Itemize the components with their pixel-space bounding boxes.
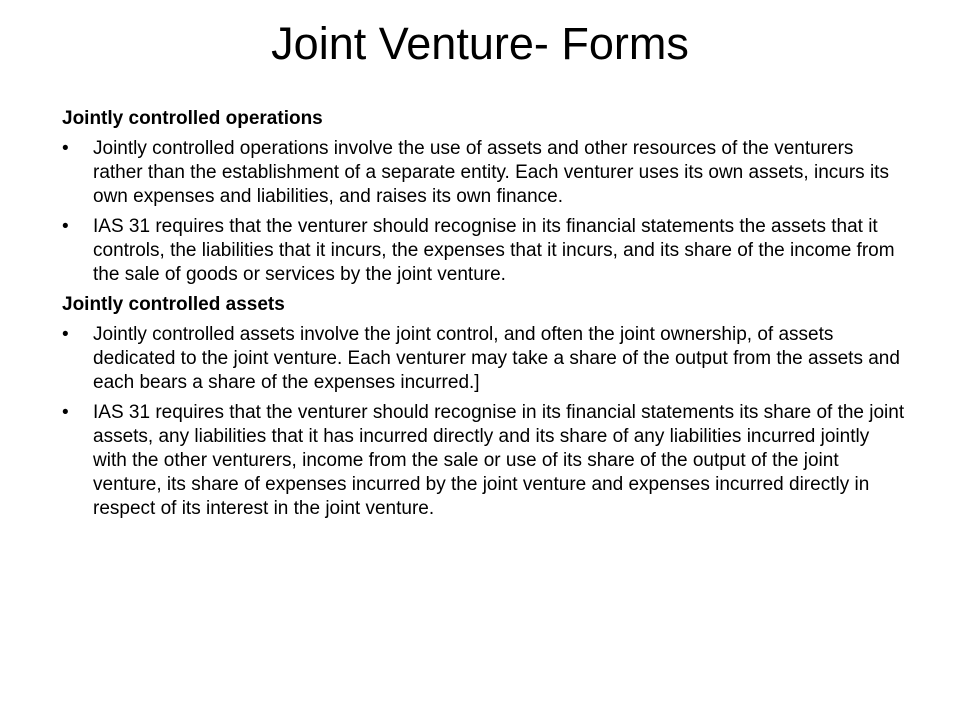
bullet-text: IAS 31 requires that the venturer should recognise in its financial statements its share of the joint assets, any liabilities that it has incurred directly and its share of any liabilities incurred jointly with the other venturers, income from the sale or use of its share of the output of the joint venture, its share of expenses incurred by the joint venture and expenses incurred directly in respect of its interest in the joint venture. [93,402,905,519]
bullet-list [62,323,908,521]
bullet-icon: • [62,324,69,345]
bullet-item [62,401,908,521]
bullet-text: IAS 31 requires that the venturer should recognise in its financial statements the assets that it controls, the liabilities that it incurs, the expenses that it incurs, and its share of the income from the sale of goods or services by the joint venture. [93,216,895,285]
bullet-icon: • [62,402,69,423]
slide-title: Joint Venture- Forms [271,18,689,69]
bullet-item [62,323,908,395]
bullet-item [62,137,908,209]
bullet-icon: • [62,216,69,237]
section-jointly-controlled-operations [62,107,908,287]
bullet-item [62,215,908,287]
section-heading: Jointly controlled operations [62,108,323,129]
bullet-text: Jointly controlled assets involve the joint control, and often the joint ownership, of assets dedicated to the joint venture. Each venturer may take a share of the output from the assets and each bears a share of the expenses incurred.] [93,324,900,393]
section-jointly-controlled-assets [62,293,908,521]
bullet-text: Jointly controlled operations involve the use of assets and other resources of the venturers rather than the establishment of a separate entity. Each venturer uses its own assets, incurs its own expenses and liabilities, and raises its own finance. [93,138,889,207]
section-heading: Jointly controlled assets [62,294,285,315]
slide-body [62,107,908,527]
bullet-icon: • [62,138,69,159]
bullet-list [62,137,908,287]
